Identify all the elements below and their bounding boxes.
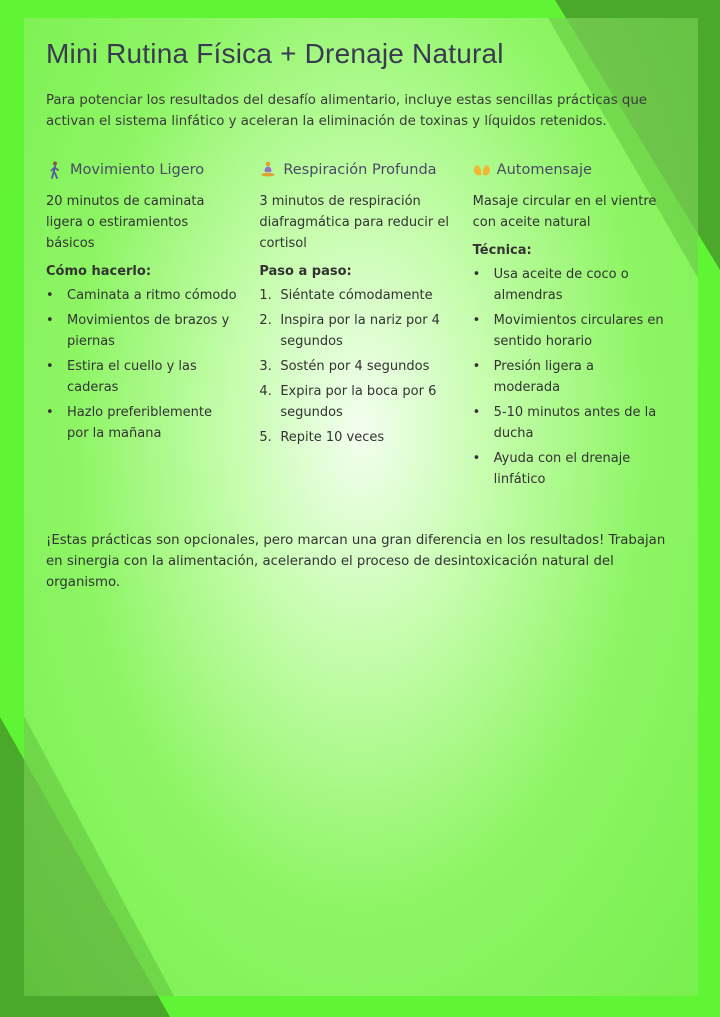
column-heading-text: Automensaje (496, 162, 592, 178)
list-item: • Caminata a ritmo cómodo (46, 288, 237, 303)
column-heading-text: Movimiento Ligero (70, 162, 205, 178)
column-respiracion-profunda (259, 161, 472, 494)
column-subheading: Técnica: (472, 243, 532, 258)
intro-paragraph: Para potenciar los resultados del desafío alimentario, incluye estas sencillas prácticas que activan el sistema linfático y aceleran la eliminación de toxinas y líquidos retenidos. (46, 93, 647, 129)
page-title: Mini Rutina Física + Drenaje Natural (46, 38, 504, 69)
meditating-person-icon (259, 161, 277, 179)
column-heading (473, 161, 686, 179)
column-movimiento-ligero (46, 161, 259, 494)
list-item: • 5-10 minutos antes de la ducha (472, 405, 657, 441)
list-item: 4. Expira por la boca por 6 segundos (259, 384, 437, 420)
content-card (24, 18, 698, 996)
column-automensaje (473, 161, 686, 494)
column-description: 3 minutos de respiración diafragmática para reducir el cortisol (259, 194, 449, 251)
list-item: 2. Inspira por la nariz por 4 segundos (259, 313, 440, 349)
list-item: • Estira el cuello y las caderas (46, 359, 197, 395)
column-heading (259, 161, 472, 179)
numbered-list (259, 285, 472, 448)
column-heading-text: Respiración Profunda (283, 162, 437, 178)
column-heading (46, 161, 259, 179)
list-item: 3. Sostén por 4 segundos (259, 359, 430, 374)
list-item: • Hazlo preferiblemente por la mañana (46, 405, 212, 441)
walking-person-icon (46, 161, 64, 179)
practices-columns (46, 161, 686, 494)
open-hands-icon (473, 161, 491, 179)
list-item: • Usa aceite de coco o almendras (472, 267, 629, 303)
column-description: Masaje circular en el vientre con aceite natural (472, 194, 657, 230)
list-item: • Ayuda con el drenaje linfático (472, 451, 631, 487)
list-item: • Movimientos circulares en sentido horario (472, 313, 664, 349)
bullet-list (46, 285, 259, 444)
list-item: • Presión ligera a moderada (472, 359, 594, 395)
list-item: 5. Repite 10 veces (259, 430, 385, 445)
list-item: 1. Siéntate cómodamente (259, 288, 433, 303)
closing-paragraph: ¡Estas prácticas son opcionales, pero marcan una gran diferencia en los resultados! Trabajan en sinergia con la alimentación, acelerando el proceso de desintoxicación natural del organismo. (46, 533, 666, 590)
bullet-list (473, 264, 686, 490)
list-item: • Movimientos de brazos y piernas (46, 313, 230, 349)
column-subheading: Paso a paso: (259, 264, 352, 279)
column-description: 20 minutos de caminata ligera o estiramientos básicos (46, 194, 205, 251)
column-subheading: Cómo hacerlo: (46, 264, 152, 279)
document-body (46, 38, 686, 593)
